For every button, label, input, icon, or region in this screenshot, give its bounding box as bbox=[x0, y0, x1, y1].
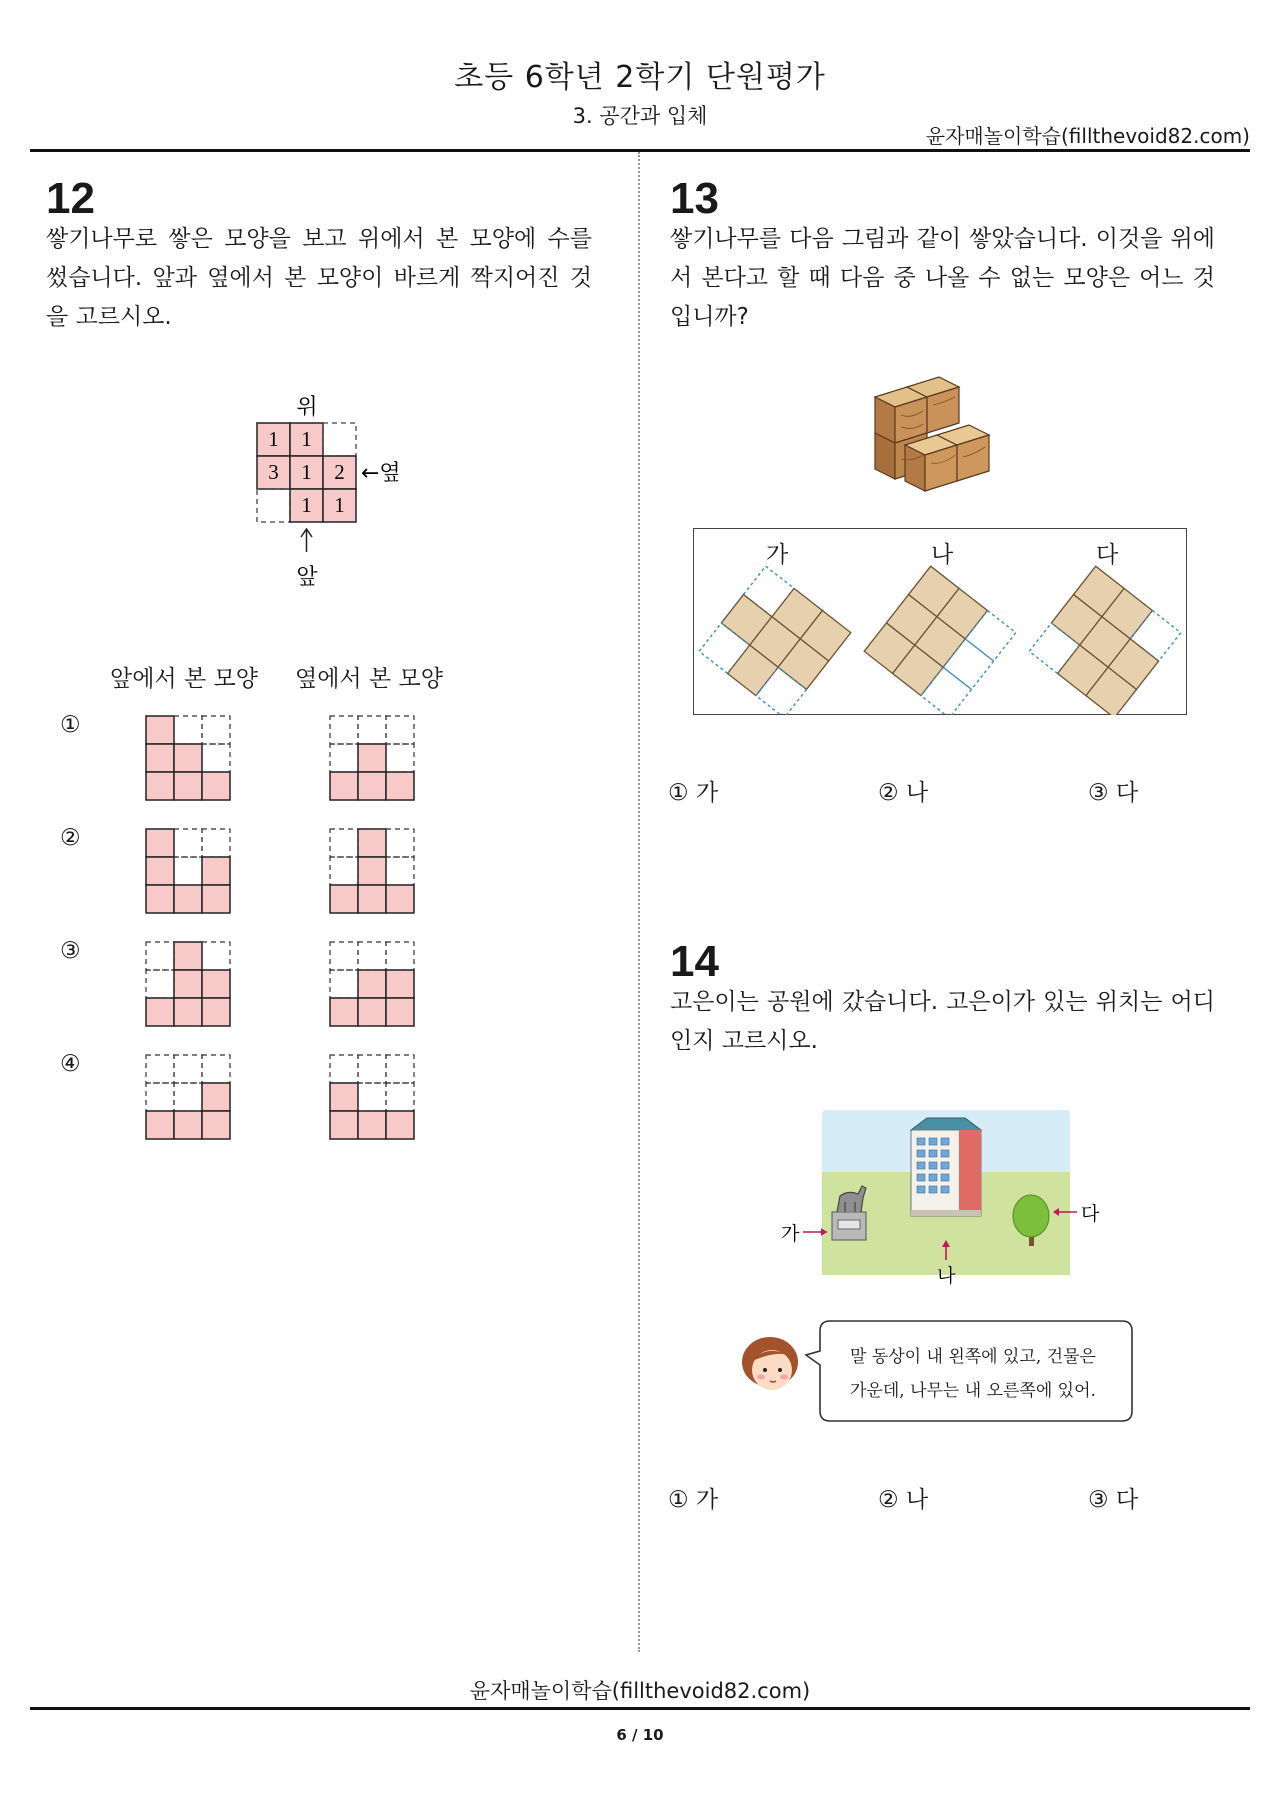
q13-top-view-options bbox=[693, 560, 1187, 715]
option-1-side-view bbox=[330, 716, 414, 800]
q14-choice-3[interactable]: ③ 다 bbox=[1088, 1487, 1139, 1513]
column-front-heading: 앞에서 본 모양 bbox=[110, 666, 258, 692]
page-number: 6 / 10 bbox=[616, 1726, 664, 1744]
footer-rule bbox=[30, 1707, 1250, 1710]
grid-number: 3 bbox=[268, 460, 279, 484]
option-da-shape bbox=[1029, 566, 1181, 715]
grid-number: 1 bbox=[334, 493, 345, 517]
wooden-blocks-illustration bbox=[865, 375, 1025, 515]
q14-choice-1[interactable]: ① 가 bbox=[668, 1487, 719, 1513]
grid-number: 1 bbox=[301, 493, 312, 517]
label-top: 위 bbox=[296, 395, 318, 420]
column-divider bbox=[638, 152, 640, 1652]
grid-number: 1 bbox=[268, 427, 279, 451]
header-rule bbox=[30, 149, 1250, 152]
q12-option-views bbox=[140, 712, 440, 1152]
option-4-side-view bbox=[330, 1055, 414, 1139]
label-front: 앞 bbox=[296, 565, 318, 590]
park-label-da: 다 bbox=[1081, 1203, 1100, 1225]
site-credit-top: 윤자매놀이학습(fillthevoid82.com) bbox=[925, 124, 1250, 148]
option-label-ga: 가 bbox=[766, 542, 789, 568]
grid-cell-empty bbox=[323, 423, 356, 456]
option-3-side-view bbox=[330, 942, 414, 1026]
q13-choice-2[interactable]: ② 나 bbox=[878, 780, 929, 806]
park-label-na: 나 bbox=[937, 1265, 956, 1287]
q12-choice-2[interactable]: ② bbox=[60, 825, 81, 851]
option-3-front-view bbox=[146, 942, 230, 1026]
q13-choice-1[interactable]: ① 가 bbox=[668, 780, 719, 806]
grid-number: 1 bbox=[301, 427, 312, 451]
park-label-ga: 가 bbox=[781, 1223, 800, 1245]
grid-number: 2 bbox=[334, 460, 345, 484]
option-label-na: 나 bbox=[931, 542, 954, 568]
grid-cell-empty bbox=[257, 489, 290, 522]
option-label-da: 다 bbox=[1096, 542, 1119, 568]
park-illustration bbox=[775, 1110, 1105, 1310]
option-2-side-view bbox=[330, 829, 414, 913]
question-14-number: 14 bbox=[670, 937, 719, 986]
option-2-front-view bbox=[146, 829, 230, 913]
building bbox=[911, 1118, 981, 1216]
question-12-text: 쌓기나무로 쌓은 모양을 보고 위에서 본 모양에 수를 썼습니다. 앞과 옆에서 본 모양이 바르게 짝지어진 것을 고르시오. bbox=[46, 226, 592, 330]
label-side: ←옆 bbox=[361, 461, 401, 486]
grid-number: 1 bbox=[301, 460, 312, 484]
q14-choice-2[interactable]: ② 나 bbox=[878, 1487, 929, 1513]
q12-choice-3[interactable]: ③ bbox=[60, 938, 81, 964]
question-13-text: 쌓기나무를 다음 그림과 같이 쌓았습니다. 이것을 위에서 본다고 할 때 다음 중 나올 수 없는 모양은 어느 것입니까? bbox=[670, 226, 1215, 330]
page-title: 초등 6학년 2학기 단원평가 bbox=[454, 60, 826, 95]
option-1-front-view bbox=[146, 716, 230, 800]
girl-avatar bbox=[728, 1330, 808, 1400]
q13-choice-3[interactable]: ③ 다 bbox=[1088, 780, 1139, 806]
speech-line-2: 가운데, 나무는 내 오른쪽에 있어. bbox=[850, 1381, 1096, 1401]
option-ga-shape bbox=[699, 566, 851, 715]
speech-line-1: 말 동상이 내 왼쪽에 있고, 건물은 bbox=[850, 1347, 1096, 1367]
option-na-shape bbox=[864, 566, 1016, 715]
q12-top-view-diagram bbox=[230, 380, 430, 600]
option-4-front-view bbox=[146, 1055, 230, 1139]
question-13-number: 13 bbox=[670, 174, 719, 223]
unit-subtitle: 3. 공간과 입체 bbox=[572, 104, 708, 128]
column-side-heading: 옆에서 본 모양 bbox=[295, 666, 443, 692]
q12-choice-1[interactable]: ① bbox=[60, 712, 81, 738]
site-credit-bottom: 윤자매놀이학습(fillthevoid82.com) bbox=[469, 1679, 811, 1703]
speech-text bbox=[850, 1340, 1096, 1408]
question-12-number: 12 bbox=[46, 174, 95, 223]
q12-choice-4[interactable]: ④ bbox=[60, 1051, 81, 1077]
question-14-text: 고은이는 공원에 갔습니다. 고은이가 있는 위치는 어디인지 고르시오. bbox=[670, 989, 1215, 1054]
